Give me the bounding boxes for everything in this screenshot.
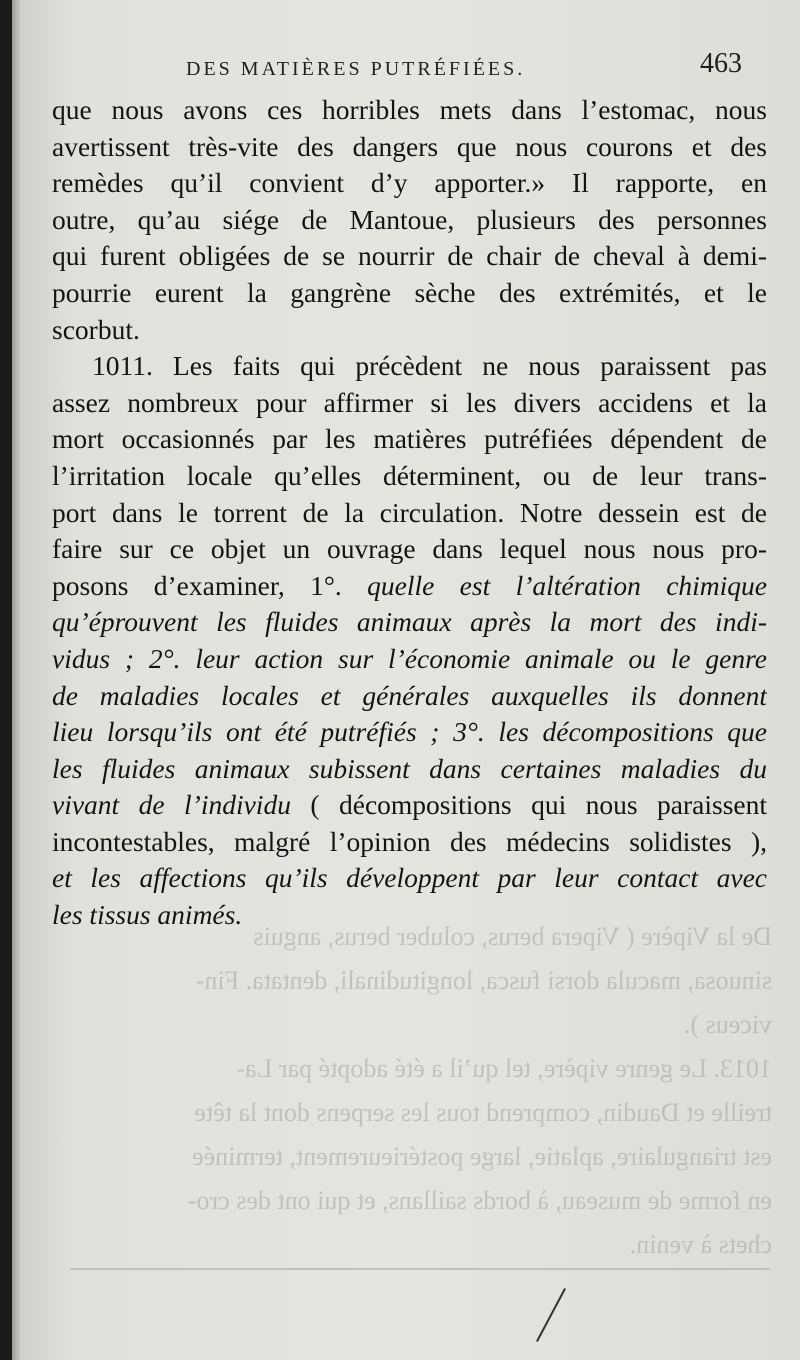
page-number: 463 [700, 48, 742, 79]
text-line [52, 568, 767, 605]
text-line: assez nombreux pour affirmer si les divers accidens et la [52, 386, 767, 418]
italic-segment: lieu lorsqu’ils ont été putréfiés ; 3°. [52, 716, 499, 748]
text-line [52, 714, 767, 751]
text-line [52, 787, 767, 824]
italic-segment: les décompositions que [498, 716, 767, 748]
bleed-through-text: De la Vipère ( Vipera berus, coluber berus, anguis sinuosa, macula dorsi fusca, longitudinali, dentata. Fin- viceus ). 1013. Le genre vipère, tel qu’il a été adopté par La- treille et Daudin, comprend tous les serpens dont la tête est triangulaire, aplatie, large postérieurement, terminée en forme de museau, à bords saillans, et qui ont des cro- chets à venin. [187, 922, 772, 1259]
italic-segment: vidus ; 2°. [52, 642, 196, 674]
text-line: incontestables, malgré l’opinion des médecins solidistes ), [52, 825, 767, 857]
text-line: faire sur ce objet un ouvrage dans lequel nous nous pro- [52, 533, 767, 565]
text-segment: posons d’examiner, 1°. [52, 569, 368, 601]
text-line [52, 641, 767, 678]
page-header [12, 48, 800, 88]
text-line: mort occasionnés par les matières putréfiées dépendent de [52, 423, 767, 455]
text-line: port dans le torrent de la circulation. Notre dessein est de [52, 496, 767, 528]
italic-segment: leur action sur l’économie animale ou le genre [195, 642, 767, 674]
main-text [52, 92, 767, 934]
book-gutter [12, 0, 22, 1360]
text-line: outre, qu’au siége de Mantoue, plusieurs des personnes [52, 203, 767, 235]
text-line: et les affections qu’ils développent par leur contact avec [52, 862, 767, 894]
text-line: que nous avons ces horribles mets dans l’estomac, nous [52, 94, 767, 125]
text-line: scorbut. [52, 313, 140, 345]
text-line: l’irritation locale qu’elles déterminent, ou de leur trans- [52, 459, 767, 491]
text-line: de maladies locales et générales auxquelles ils donnent [52, 679, 767, 711]
text-line: qui furent obligées de se nourrir de chair de cheval à demi- [52, 240, 767, 272]
text-segment: ( décompositions qui nous paraissent [310, 789, 767, 821]
text-line: les tissus animés. [52, 899, 243, 931]
text-line: remèdes qu’il convient d’y apporter.» Il rapporte, en [52, 167, 767, 199]
italic-segment: quelle est l’altération chimique [367, 569, 767, 601]
text-line: avertissent très-vite des dangers que nous courons et des [52, 130, 767, 162]
pencil-mark [536, 1288, 566, 1342]
footnote-rule [70, 1268, 770, 1270]
text-line: qu’éprouvent les fluides animaux après la mort des indi- [52, 606, 767, 638]
text-line: les fluides animaux subissent dans certaines maladies du [52, 752, 767, 784]
running-head: DES MATIÈRES PUTRÉFIÉES. [186, 58, 526, 80]
text-line: pourrie eurent la gangrène sèche des extrémités, et le [52, 276, 767, 308]
italic-segment: vivant de l’individu [52, 789, 311, 821]
page [12, 0, 800, 1360]
text-line: 1011. Les faits qui précèdent ne nous paraissent pas [92, 350, 767, 382]
